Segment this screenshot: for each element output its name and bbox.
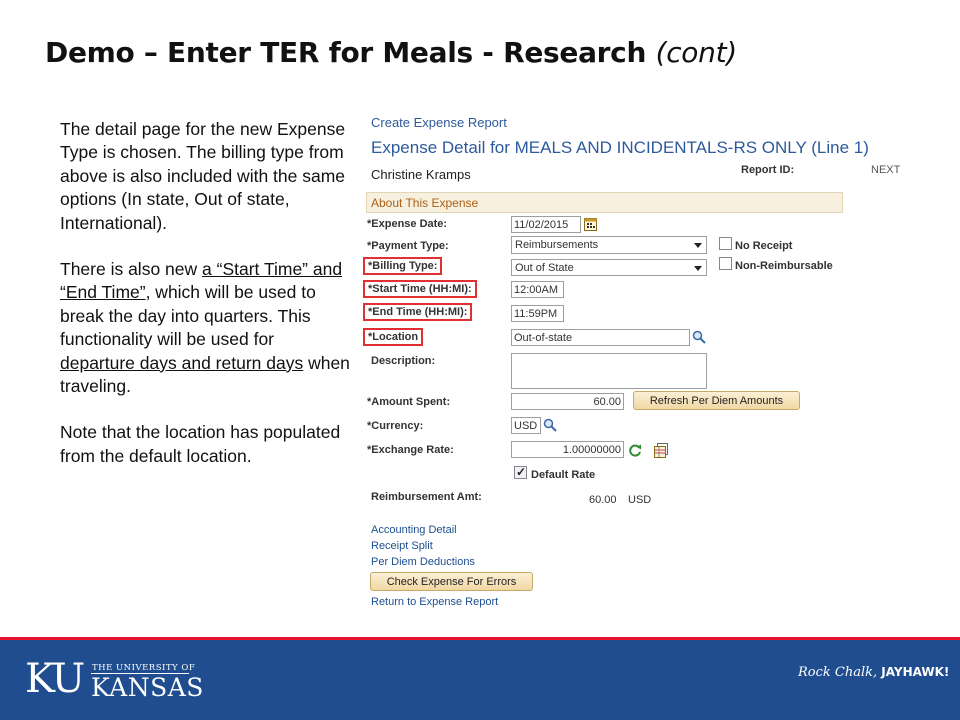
breadcrumb-link[interactable]: Create Expense Report bbox=[371, 115, 507, 130]
spreadsheet-icon[interactable] bbox=[654, 443, 669, 458]
payment-type-value: Reimbursements bbox=[515, 239, 599, 251]
non-reimbursable-label: Non-Reimbursable bbox=[735, 260, 833, 272]
note-paragraph-1: The detail page for the new Expense Type is chosen. The billing type from above is also included with the same options (In state, Out of state, International). bbox=[60, 119, 346, 233]
calendar-icon[interactable] bbox=[584, 217, 597, 231]
billing-type-value: Out of State bbox=[515, 262, 574, 274]
tagline-text: Rock Chalk, bbox=[798, 665, 878, 680]
ku-logo-kansas: KANSAS bbox=[91, 673, 204, 702]
exchange-rate-label: *Exchange Rate: bbox=[367, 444, 454, 456]
note-text: There is also new bbox=[60, 259, 203, 280]
note-underline-departure-return: departure days and return days bbox=[60, 352, 304, 373]
end-time-input[interactable]: 11:59PM bbox=[511, 305, 564, 322]
location-input[interactable]: Out-of-state bbox=[511, 329, 690, 346]
currency-label: *Currency: bbox=[367, 420, 424, 432]
start-time-input[interactable]: 12:00AM bbox=[511, 281, 564, 298]
expense-date-input[interactable]: 11/02/2015 bbox=[511, 216, 581, 233]
section-header-about-expense[interactable]: About This Expense bbox=[366, 192, 843, 213]
description-textarea[interactable] bbox=[511, 353, 707, 389]
no-receipt-label: No Receipt bbox=[735, 240, 793, 252]
note-underline-start-end-time: a “Start Time” and “End Time” bbox=[60, 259, 343, 303]
no-receipt-checkbox[interactable] bbox=[719, 237, 732, 250]
billing-type-label: *Billing Type: bbox=[363, 257, 442, 275]
refresh-per-diem-button[interactable]: Refresh Per Diem Amounts bbox=[633, 391, 800, 410]
reimbursement-amt-value: 60.00 bbox=[589, 494, 617, 506]
accounting-detail-link[interactable]: Accounting Detail bbox=[371, 524, 457, 536]
amount-spent-label: *Amount Spent: bbox=[367, 396, 451, 408]
default-rate-label: Default Rate bbox=[531, 469, 596, 481]
footer-tagline bbox=[798, 665, 949, 680]
footer-bar bbox=[0, 637, 960, 720]
check-expense-button[interactable]: Check Expense For Errors bbox=[370, 572, 533, 591]
employee-name: Christine Kramps bbox=[371, 167, 471, 182]
expense-date-label: *Expense Date: bbox=[367, 218, 448, 230]
return-to-expense-report-link[interactable]: Return to Expense Report bbox=[371, 596, 499, 608]
ku-logo: KU bbox=[25, 656, 84, 702]
non-reimbursable-checkbox[interactable] bbox=[719, 257, 732, 270]
note-text: when traveling. bbox=[60, 352, 350, 397]
payment-type-select[interactable] bbox=[511, 236, 707, 254]
receipt-split-link[interactable]: Receipt Split bbox=[371, 540, 433, 552]
billing-type-select[interactable] bbox=[511, 259, 707, 276]
search-icon[interactable] bbox=[543, 418, 557, 432]
search-icon[interactable] bbox=[692, 330, 706, 344]
page-title: Expense Detail for MEALS AND INCIDENTALS-RS ONLY (Line 1) bbox=[371, 138, 869, 157]
amount-spent-input[interactable]: 60.00 bbox=[511, 393, 624, 410]
chevron-down-icon bbox=[694, 243, 702, 248]
slide-title-suffix: (cont) bbox=[655, 36, 737, 69]
reimbursement-amt-label: Reimbursement Amt: bbox=[371, 491, 482, 503]
slide-title-main: Demo – Enter TER for Meals - Research bbox=[45, 36, 647, 69]
exchange-rate-input[interactable]: 1.00000000 bbox=[511, 441, 624, 458]
payment-type-label: *Payment Type: bbox=[367, 240, 449, 252]
report-id-value: NEXT bbox=[871, 164, 901, 176]
refresh-icon[interactable] bbox=[628, 443, 642, 458]
description-label: Description: bbox=[371, 355, 436, 367]
note-paragraph-3: Note that the location has populated from the default location. bbox=[60, 422, 341, 466]
note-text: , which will be used to break the day into quarters. This functionality will be used for bbox=[60, 282, 316, 350]
default-rate-checkbox[interactable] bbox=[514, 466, 527, 479]
end-time-label: *End Time (HH:MI): bbox=[363, 303, 472, 321]
currency-input[interactable]: USD bbox=[511, 417, 541, 434]
start-time-label: *Start Time (HH:MI): bbox=[363, 280, 477, 298]
tagline-bold: JAYHAWK! bbox=[881, 665, 950, 679]
per-diem-deductions-link[interactable]: Per Diem Deductions bbox=[371, 556, 475, 568]
ku-logo-university: THE UNIVERSITY OF bbox=[92, 663, 196, 673]
report-id-label: Report ID: bbox=[741, 164, 795, 176]
chevron-down-icon bbox=[694, 266, 702, 271]
location-label: *Location bbox=[363, 328, 423, 346]
reimbursement-amt-currency: USD bbox=[628, 494, 652, 506]
